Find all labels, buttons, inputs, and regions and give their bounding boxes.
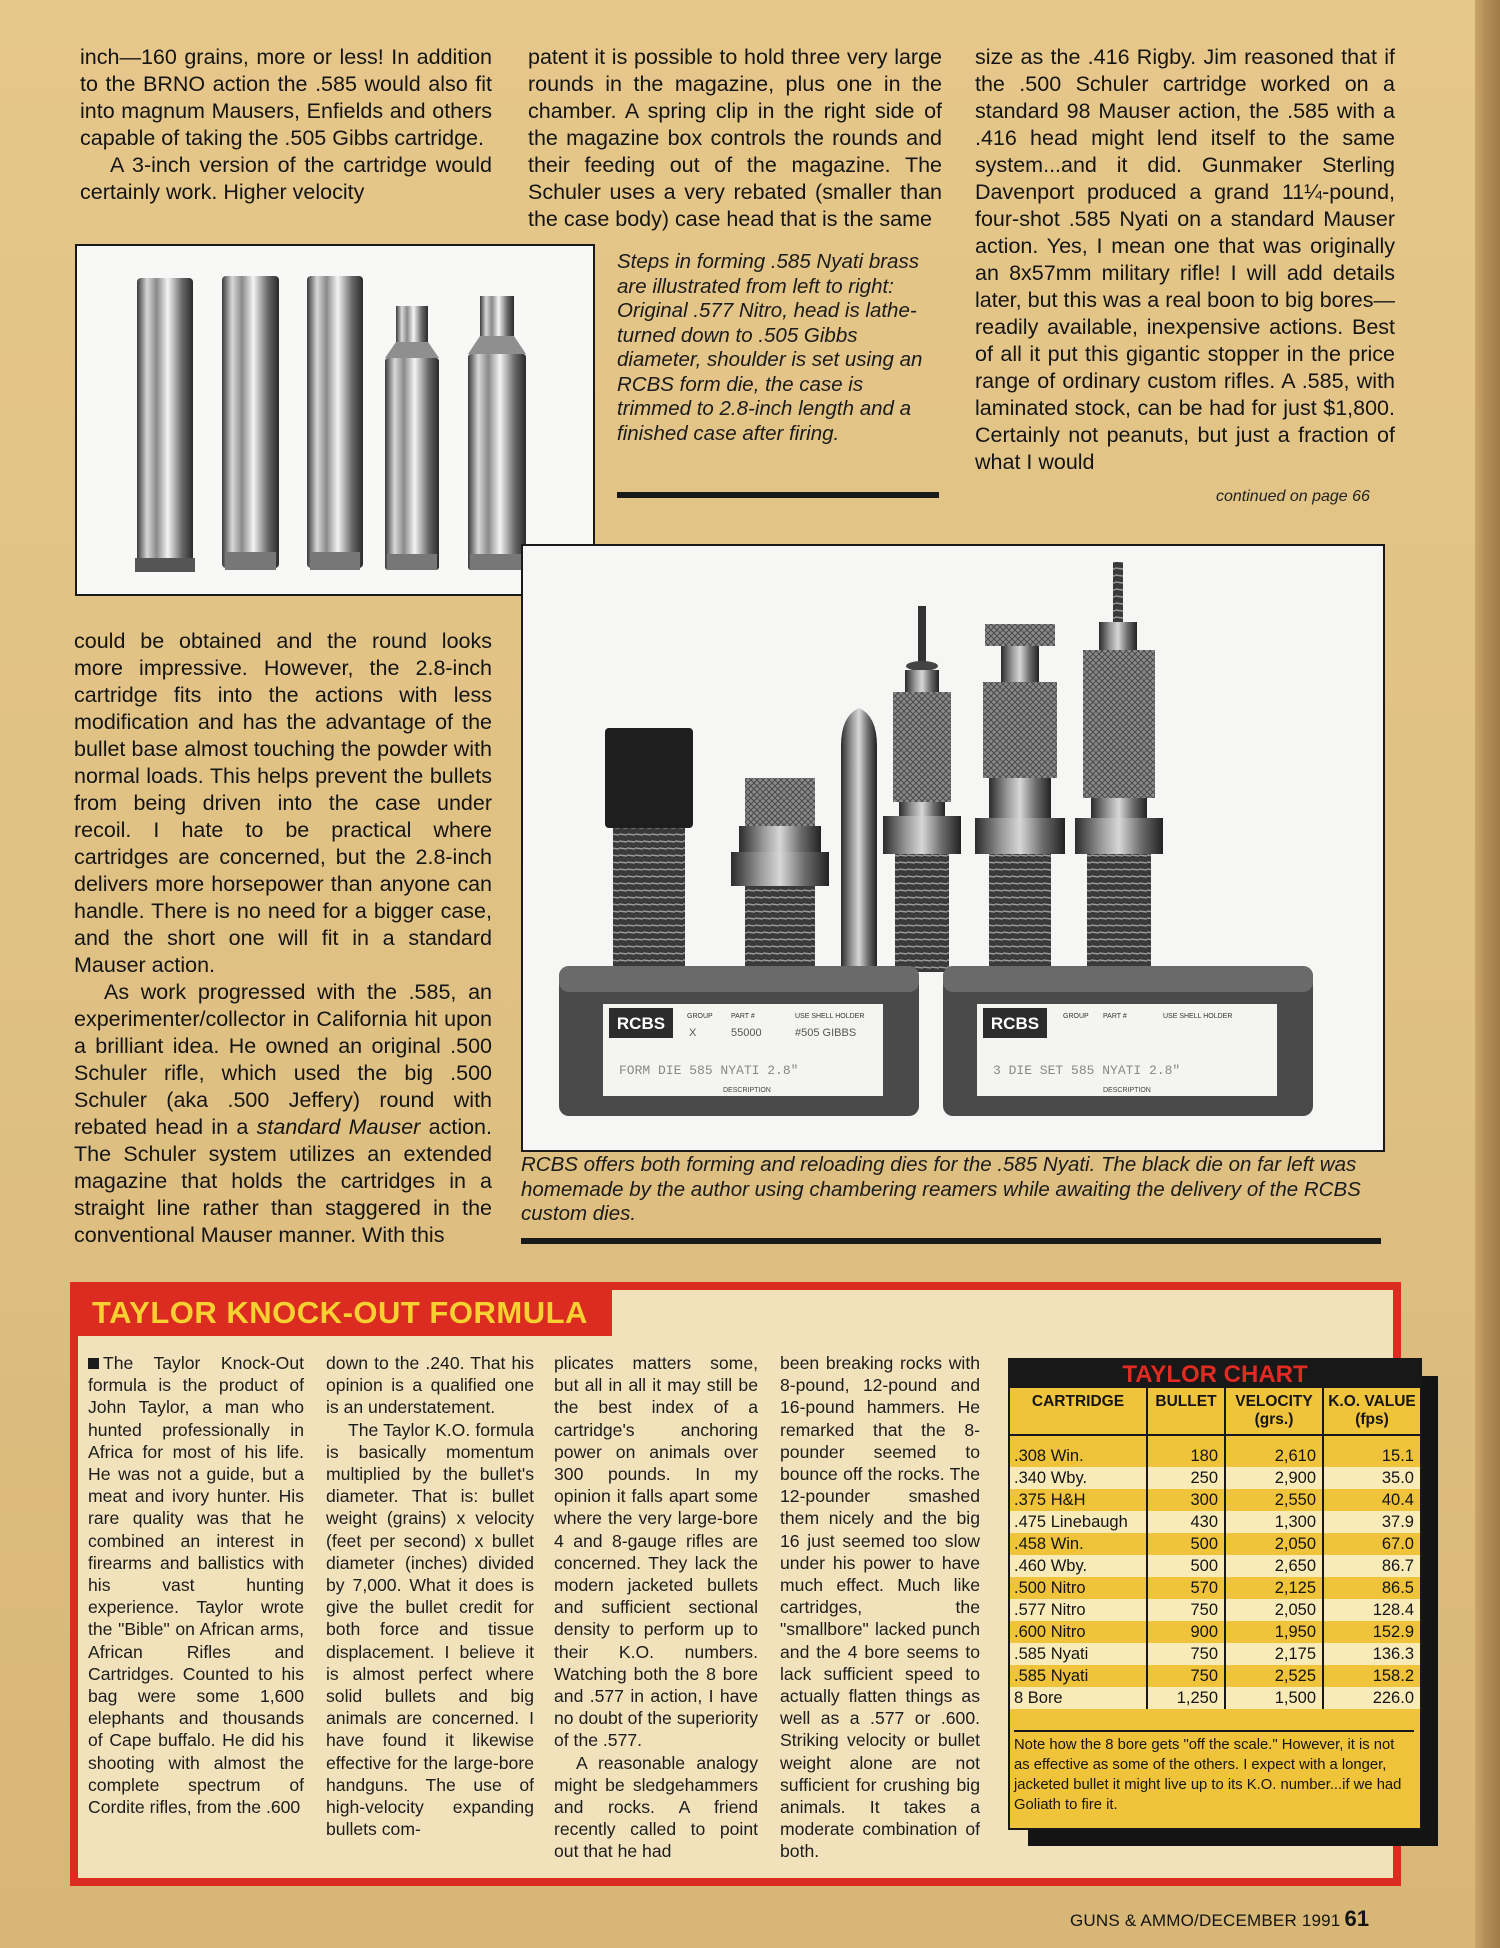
cartridge-cell: .458 Win. bbox=[1014, 1535, 1084, 1553]
ko-value-cell: 37.9 bbox=[1323, 1511, 1420, 1533]
paragraph bbox=[74, 979, 492, 1249]
text-run: action. The Schuler system utilizes an extended magazine that holds the cartridges in a straight line rather than staggered in the conventional Mauser manner. With this bbox=[74, 1115, 492, 1247]
bullet-square bbox=[88, 1358, 99, 1369]
cartridge-cell: .308 Win. bbox=[1014, 1447, 1084, 1465]
paragraph: plicates matters some, but all in all it may still be the best index of a cartridge's anchoring power on animals over 300 pounds. In my opinion it falls apart some where the very large-bore 4 and 8-gauge rifles are concerned. They lack the modern jacketed bullets and sufficient sectional density to perform up to their K.O. numbers. Watching both the 8 bore and .577 in action, I have no doubt of the superiority of the .577. bbox=[554, 1353, 758, 1751]
header-label: CARTRIDGE bbox=[1031, 1393, 1125, 1410]
ko-value-cell: 86.5 bbox=[1323, 1577, 1420, 1599]
paragraph: inch—160 grains, more or less! In addition to the BRNO action the .585 would also fit into magnum Mausers, Enfields and others capable of taking the .505 Gibbs cartridge. bbox=[80, 45, 492, 150]
paragraph: A 3-inch version of the cartridge would certainly work. Higher velocity bbox=[80, 153, 492, 204]
table-row bbox=[1010, 1621, 1420, 1643]
chart-body bbox=[1010, 1435, 1420, 1709]
header-cell bbox=[1010, 1388, 1147, 1435]
ko-value-cell: 86.7 bbox=[1323, 1555, 1420, 1577]
spacer-row bbox=[1010, 1435, 1420, 1445]
velocity-cell: 2,525 bbox=[1225, 1665, 1323, 1687]
cartridge-cell: 8 Bore bbox=[1010, 1687, 1147, 1709]
paragraph: The Taylor K.O. formula is basically momentum multiplied by the bullet's diameter. That is: bullet weight (grains) x velocity (feet per second) x bullet diameter (inches) divided by 7,000. What it does is give the bullet credit for both force and tissue displacement. I believe it is almost perfect where solid bullets and big animals are concerned. I have found it likewise effective for the large-bore handguns. The use of high-velocity expanding bullets com- bbox=[326, 1419, 534, 1840]
paragraph: been breaking rocks with 8-pound, 12-pound and 16-pound hammers. He remarked that the 8-pounder seemed to bounce off the rocks. The 12-pounder smashed them nicely and the big 16 just seemed too slow under his power to have much effect. Much like cartridges, the "smallbore" lacked punch and the 4 bore seems to lack sufficient speed to actually flatten things as well as a .577 or .600. Striking velocity or bullet weight alone are not sufficient for crushing big animals. It takes a moderate combination of both. bbox=[780, 1353, 980, 1862]
table-row bbox=[1010, 1687, 1420, 1709]
cartridge-cell: .585 Nyati bbox=[1010, 1643, 1147, 1665]
table-row bbox=[1010, 1467, 1420, 1489]
header-cell bbox=[1147, 1388, 1225, 1435]
bullet-cell: 500 bbox=[1147, 1533, 1225, 1555]
header-cell bbox=[1323, 1388, 1420, 1435]
spacer-cell bbox=[1323, 1435, 1420, 1445]
paragraph: A reasonable analogy might be sledgehammers and rocks. A friend recently called to point out that he had bbox=[554, 1752, 758, 1862]
case-3 bbox=[307, 276, 363, 570]
bullet-cell: 300 bbox=[1147, 1489, 1225, 1511]
chart-table bbox=[1010, 1388, 1420, 1709]
die-box-left bbox=[559, 966, 919, 1116]
rcbs-logo: RCBS bbox=[616, 1014, 666, 1033]
case-1 bbox=[135, 278, 195, 572]
velocity-cell: 2,125 bbox=[1225, 1577, 1323, 1599]
header-label: VELOCITY bbox=[1235, 1393, 1313, 1410]
part-label: PART # bbox=[731, 1013, 755, 1020]
article-col2-top bbox=[528, 44, 942, 233]
velocity-cell: 2,650 bbox=[1225, 1555, 1323, 1577]
description-label: DESCRIPTION bbox=[1103, 1087, 1151, 1094]
bullet-cell: 900 bbox=[1147, 1621, 1225, 1643]
velocity-cell: 2,550 bbox=[1225, 1489, 1323, 1511]
velocity-cell: 2,175 bbox=[1225, 1643, 1323, 1665]
description-label: DESCRIPTION bbox=[723, 1087, 771, 1094]
rcbs-dies-photo bbox=[521, 544, 1385, 1152]
description-value: FORM DIE 585 NYATI 2.8" bbox=[619, 1063, 799, 1078]
header-cell bbox=[1225, 1388, 1323, 1435]
sidebar-col1 bbox=[88, 1352, 304, 1818]
page-edge bbox=[1475, 0, 1500, 1948]
ko-value-cell: 15.1 bbox=[1323, 1445, 1420, 1467]
table-row bbox=[1010, 1489, 1420, 1511]
velocity-cell: 1,500 bbox=[1225, 1687, 1323, 1709]
cartridge-cell: .475 Linebaugh bbox=[1010, 1511, 1147, 1533]
sidebar-title: TAYLOR KNOCK-OUT FORMULA bbox=[78, 1290, 612, 1336]
part-label: PART # bbox=[1103, 1013, 1127, 1020]
bullet-cell: 750 bbox=[1147, 1665, 1225, 1687]
sidebar-col2 bbox=[326, 1352, 534, 1840]
header-unit: (grs.) bbox=[1254, 1411, 1294, 1428]
text-run: The Taylor Knock-Out formula is the product of John Taylor, a man who hunted professionally in Africa for most of his life. He was not a guide, but a meat and ivory hunter. His rare quality was that he combined an interest in firearms and ballistics with his vast hunting experience. Taylor wrote the "Bible" on African arms, African Rifles and Cartridges. Counted to his bag were some 1,600 elephants and thousands of Cape buffalo. He did his shooting with almost the complete spectrum of Cordite rifles, from the .600 bbox=[88, 1353, 304, 1818]
page-number: 61 bbox=[1344, 1906, 1370, 1931]
ko-value-cell: 67.0 bbox=[1323, 1533, 1420, 1555]
rcbs-dies-image bbox=[523, 546, 1383, 1150]
cartridge-cell: .375 H&H bbox=[1014, 1491, 1086, 1509]
paragraph: size as the .416 Rigby. Jim reasoned that if the .500 Schuler cartridge worked on a standard 98 Mauser action, the .585 with a .416 head might lend itself to the same system...and it did. Gunmaker Sterling Davenport produced a grand 11¼-pound, four-shot .585 Nyati on a standard Mauser action. Yes, I mean one that was originally an 8x57mm military rifle! I will add details later, but this was a real boon to big bores—readily available, inexpensive actions. Best of all it put this gigantic stopper in the price range of ordinary custom rifles. A .585, with laminated stock, can be had for just $1,800. Certainly not peanuts, but just a fraction of what I would bbox=[975, 45, 1395, 474]
page-footer bbox=[1070, 1906, 1369, 1932]
bullet-cell: 430 bbox=[1147, 1511, 1225, 1533]
bullet-cell: 180 bbox=[1147, 1445, 1225, 1467]
ko-value-cell: 35.0 bbox=[1323, 1467, 1420, 1489]
velocity-cell: 1,950 bbox=[1225, 1621, 1323, 1643]
group-label: GROUP bbox=[1063, 1013, 1089, 1020]
velocity-cell: 2,050 bbox=[1225, 1599, 1323, 1621]
paragraph bbox=[88, 1352, 304, 1818]
part-value: 55000 bbox=[731, 1027, 762, 1039]
ko-value-cell: 152.9 bbox=[1323, 1621, 1420, 1643]
paragraph: down to the .240. That his opinion is a qualified one is an understatement. bbox=[326, 1353, 534, 1418]
velocity-cell: 2,610 bbox=[1225, 1445, 1323, 1467]
cartridge-cell: .500 Nitro bbox=[1014, 1579, 1086, 1597]
header-label: BULLET bbox=[1155, 1393, 1217, 1410]
article-col1-bottom bbox=[74, 628, 492, 1249]
spacer-cell bbox=[1010, 1435, 1147, 1445]
cartridge-cell: .585 Nyati bbox=[1014, 1667, 1089, 1685]
emphasis: standard Mauser bbox=[256, 1115, 421, 1139]
article-col3-top bbox=[975, 44, 1395, 476]
caption-rule bbox=[521, 1238, 1381, 1244]
taylor-chart bbox=[1008, 1358, 1433, 1840]
header-row bbox=[1010, 1388, 1420, 1435]
publication-line: GUNS & AMMO/DECEMBER 1991 bbox=[1070, 1911, 1341, 1930]
chart-title: TAYLOR CHART bbox=[1010, 1360, 1420, 1388]
cartridge-cases-image bbox=[77, 246, 593, 594]
table-row bbox=[1010, 1643, 1420, 1665]
case-2 bbox=[222, 276, 279, 570]
dies-caption: RCBS offers both forming and reloading dies for the .585 Nyati. The black die on far left was homemade by the author using chambering reamers while awaiting the delivery of the RCBS custom dies. bbox=[521, 1153, 1361, 1225]
holder-label: USE SHELL HOLDER bbox=[1163, 1013, 1233, 1020]
paragraph: patent it is possible to hold three very large rounds in the magazine, plus one in the chamber. A spring clip in the right side of the magazine box controls the rounds and their feeding out of the magazine. The Schuler uses a very rebated (smaller than the case body) case head that is the same bbox=[528, 45, 942, 231]
paragraph: could be obtained and the round looks more impressive. However, the 2.8-inch cartridge fits into the actions with less modification and has the advantage of the bullet base almost touching the powder with normal loads. This helps prevent the bullets from being driven into the case under recoil. I hate to be practical where cartridges are concerned, but the 2.8-inch delivers more horsepower than anyone can handle. There is no need for a bigger case, and the short one will fit in a standard Mauser action. bbox=[74, 629, 492, 977]
holder-value: #505 GIBBS bbox=[795, 1027, 857, 1039]
velocity-cell: 2,050 bbox=[1225, 1533, 1323, 1555]
table-row bbox=[1010, 1577, 1420, 1599]
article-col1-top bbox=[80, 44, 492, 206]
chart-panel bbox=[1008, 1358, 1422, 1830]
cartridge-cell: .340 Wby. bbox=[1010, 1467, 1147, 1489]
bullet-cell: 250 bbox=[1147, 1467, 1225, 1489]
bullet-cell: 1,250 bbox=[1147, 1687, 1225, 1709]
group-label: GROUP bbox=[687, 1013, 713, 1020]
velocity-cell: 2,900 bbox=[1225, 1467, 1323, 1489]
sidebar-col3 bbox=[554, 1352, 758, 1863]
table-row bbox=[1010, 1533, 1420, 1555]
ko-value-cell: 40.4 bbox=[1323, 1489, 1420, 1511]
table-row bbox=[1010, 1555, 1420, 1577]
sidebar-col4 bbox=[780, 1352, 980, 1863]
velocity-cell: 1,300 bbox=[1225, 1511, 1323, 1533]
text-run: As work progressed with the .585, an experimenter/collector in California hit upon a brilliant idea. He owned an original .500 Schuler rifle, which used the big .500 Schuler (aka .500 Jeffery) round with rebated head in a bbox=[74, 980, 492, 1139]
ko-value-cell: 226.0 bbox=[1323, 1687, 1420, 1709]
bullet-cell: 750 bbox=[1147, 1643, 1225, 1665]
chart-note: Note how the 8 bore gets "off the scale." However, it is not as effective as some of the others. I expect with a longer, jacketed bullet it might live up to its K.O. number...if we had Goliath to fire it. bbox=[1014, 1730, 1414, 1815]
holder-label: USE SHELL HOLDER bbox=[795, 1013, 865, 1020]
cartridge-cases-photo bbox=[75, 244, 595, 596]
ko-value-cell: 128.4 bbox=[1323, 1599, 1420, 1621]
spacer-cell bbox=[1225, 1435, 1323, 1445]
cartridge-cell: .460 Wby. bbox=[1010, 1555, 1147, 1577]
die-box-right bbox=[943, 966, 1313, 1116]
cartridge-cell: .577 Nitro bbox=[1010, 1599, 1147, 1621]
cases-caption: Steps in forming .585 Nyati brass are illustrated from left to right: Original .577 Nitro, head is lathe-turned down to .505 Gibbs diameter, shoulder is set using an RCBS form die, the case is trimmed to 2.8-inch length and a finished case after firing. bbox=[617, 250, 923, 445]
ko-value-cell: 158.2 bbox=[1323, 1665, 1420, 1687]
bullet-cell: 750 bbox=[1147, 1599, 1225, 1621]
bullet-cell: 570 bbox=[1147, 1577, 1225, 1599]
group-value: X bbox=[689, 1027, 697, 1039]
cartridge-cell: .600 Nitro bbox=[1014, 1623, 1086, 1641]
ko-value-cell: 136.3 bbox=[1323, 1643, 1420, 1665]
header-unit: (fps) bbox=[1355, 1411, 1389, 1428]
spacer-cell bbox=[1147, 1435, 1225, 1445]
table-row bbox=[1010, 1511, 1420, 1533]
description-value: 3 DIE SET 585 NYATI 2.8" bbox=[993, 1063, 1181, 1078]
table-row bbox=[1010, 1665, 1420, 1687]
bullet-cell: 500 bbox=[1147, 1555, 1225, 1577]
homemade-black-die bbox=[605, 728, 693, 970]
continued-note: continued on page 66 bbox=[1216, 488, 1370, 505]
header-label: K.O. VALUE bbox=[1328, 1393, 1416, 1410]
caption-rule bbox=[617, 492, 939, 498]
form-die bbox=[731, 778, 829, 972]
table-row bbox=[1010, 1445, 1420, 1467]
585-nyati-cartridge bbox=[839, 708, 879, 974]
table-row bbox=[1010, 1599, 1420, 1621]
rcbs-logo: RCBS bbox=[990, 1014, 1040, 1033]
